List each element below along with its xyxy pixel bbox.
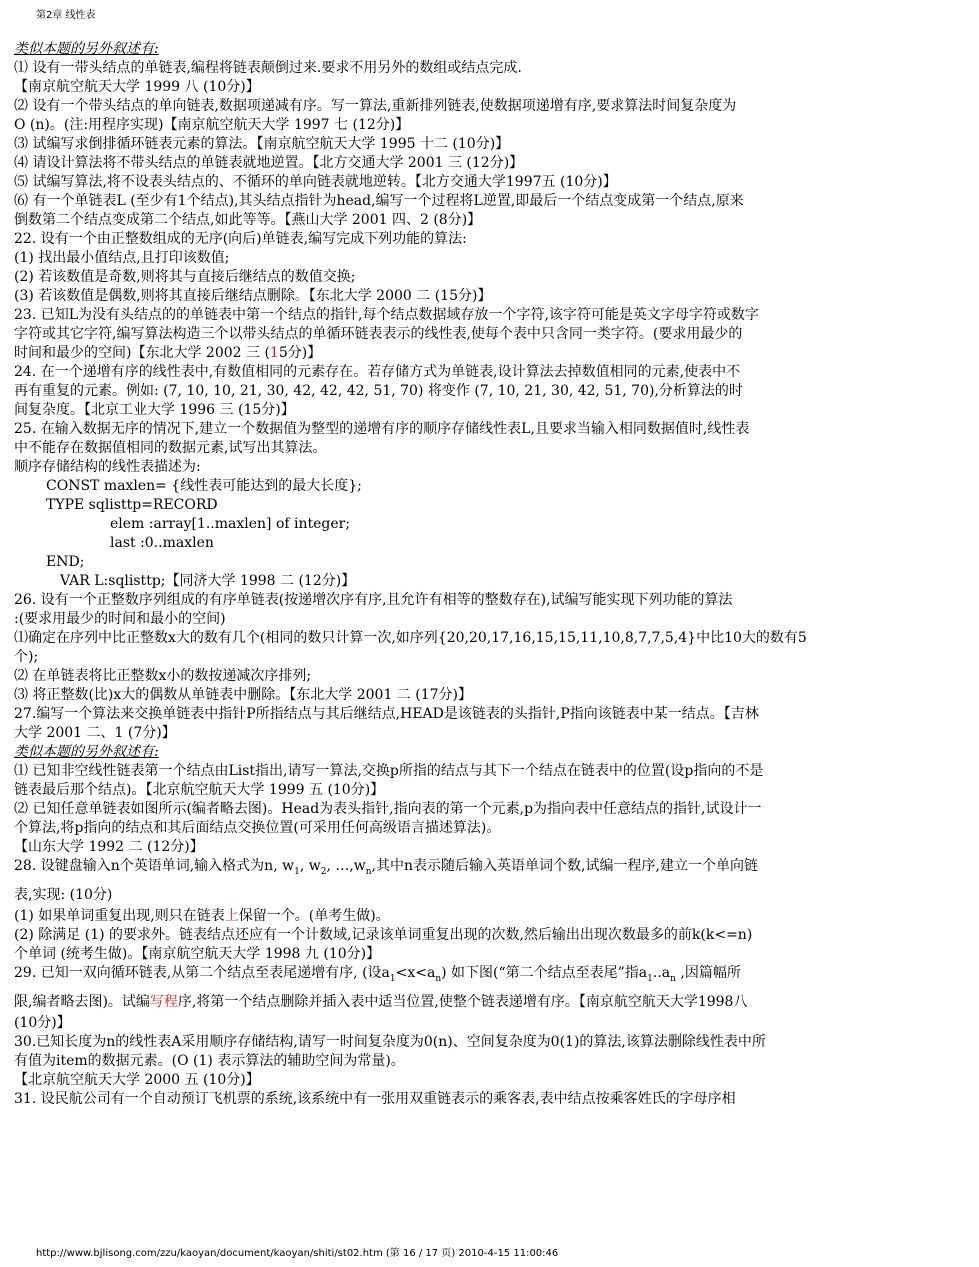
- question-23: 23. 已知L为没有头结点的的单链表中第一个结点的指针,每个结点数据域存放一个字符,该字符可能是英文字母字符或数字: [14, 307, 759, 323]
- text-line: ⑹ 有一个单链表L (至少有1个结点),其头结点指针为head,编写一个过程将L逆置,即最后一个结点变成第一个结点,原来: [14, 193, 744, 209]
- text-span: ) 如下图(“第二个结点至表尾”指a: [441, 965, 648, 981]
- page-footer-url: http://www.bjlisong.com/zzu/kaoyan/document/kaoyan/shiti/st02.htm (第 16 / 17 页) 2010-4-15 11:00:46: [36, 1248, 559, 1259]
- question-28: [14, 857, 966, 876]
- text-line: 有值为item的数据元素。(O (1) 表示算法的辅助空间为常量)。: [14, 1053, 405, 1069]
- text-line: 【南京航空航天大学 1999 八 (10分)】: [14, 79, 260, 95]
- red-text-span: 。: [294, 288, 309, 304]
- question-29: [14, 964, 966, 983]
- subscript: 1: [647, 973, 653, 983]
- text-span: 29. 已知一双向循环链表,从第二个结点至表尾递增有序, (设a: [14, 965, 390, 981]
- subscript: 1: [389, 973, 396, 983]
- text-line: ⑵ 已知任意单链表如图所示(编者略去图)。Head为表头指针,指向表的第一个元素,p为指向表中任意结点的指针,试设计一: [14, 801, 762, 817]
- text-span: 序,将第一个结点删除并插入表中适当位置,使整个链表递增有序。【南京航空航天大学1998八: [177, 994, 748, 1010]
- text-line: :(要求用最少的时间和最小的空间): [14, 611, 226, 627]
- subscript: n: [365, 866, 372, 876]
- text-line: (10分)】: [14, 1015, 71, 1031]
- document-body: [14, 40, 966, 1109]
- text-line: ⑴ 设有一带头结点的单链表,编程将链表颠倒过来.要求不用另外的数组或结点完成.: [14, 60, 522, 76]
- code-line: TYPE sqlisttp=RECORD: [46, 497, 218, 513]
- text-line: [14, 983, 966, 1014]
- text-span: 时间和最少的空间)【东北大学 2002 三 (: [14, 345, 270, 361]
- text-line: (2) 若该数值是奇数,则将其与直接后继结点的数值交换;: [14, 269, 356, 285]
- text-line: 间复杂度。【北京工业大学 1996 三 (15分)】: [14, 402, 295, 418]
- subscript: n: [670, 973, 676, 983]
- text-span: 28. 设键盘输入n个英语单词,输入格式为n, w: [14, 858, 295, 874]
- text-line: [14, 907, 966, 926]
- text-line: ⑴确定在序列中比正整数x大的数有几个(相同的数只计算一次,如序列{20,20,17,16,15,15,11,10,8,7,7,5,4}中比10大的数有5: [14, 630, 807, 646]
- text-line: [14, 344, 966, 363]
- text-line: [14, 287, 966, 306]
- text-line: ⑴ 已知非空线性链表第一个结点由List指出,请写一算法,交换p所指的结点与其下一个结点在链表中的位置(设p指向的不是: [14, 763, 764, 779]
- text-span: ,其中n表示随后输入英语单词个数,试编一程序,建立一个单向链: [371, 858, 758, 874]
- text-span: , w: [299, 858, 321, 874]
- text-line: (1) 找出最小值结点,且打印该数值;: [14, 250, 230, 266]
- question-26: 26. 设有一个正整数序列组成的有序单链表(按递增次序有序,且允许有相等的整数存在),试编写能实现下列功能的算法: [14, 592, 733, 608]
- red-text-span: 写程: [149, 994, 178, 1010]
- section-heading: 类似本题的另外叙述有:: [14, 744, 159, 760]
- text-line: 链表最后那个结点)。【北京航空航天大学 1999 五 (10分)】: [14, 782, 385, 798]
- question-24: 24. 在一个递增有序的线性表中,有数值相同的元素存在。若存储方式为单链表,设计算法去掉数值相同的元素,使表中不: [14, 364, 741, 380]
- code-line: VAR L:sqlisttp;【同济大学 1998 二 (12分)】: [60, 573, 356, 589]
- text-line: (2) 除满足 (1) 的要求外。链表结点还应有一个计数域,记录该单词重复出现的次数,然后输出出现次数最多的前k(k<=n): [14, 927, 753, 943]
- text-line: 【北京航空航天大学 2000 五 (10分)】: [14, 1072, 260, 1088]
- code-line: END;: [46, 554, 85, 570]
- text-line: 个算法,将p指向的结点和其后面结点交换位置(可采用任何高级语言描述算法)。: [14, 820, 501, 836]
- text-line: 【山东大学 1992 二 (12分)】: [14, 839, 204, 855]
- code-line: CONST maxlen= {线性表可能达到的最大长度};: [46, 478, 362, 494]
- text-line: ⑶ 将正整数(比)x大的偶数从单链表中删除。【东北大学 2001 二 (17分)】: [14, 687, 472, 703]
- question-22: 22. 设有一个由正整数组成的无序(向后)单链表,编写完成下列功能的算法:: [14, 231, 467, 247]
- text-span: 保留一个。(单考生做)。: [238, 908, 390, 924]
- text-span: <x<a: [395, 965, 436, 981]
- text-line: ⑷ 请设计算法将不带头结点的单链表就地逆置。【北方交通大学 2001 三 (12分)】: [14, 155, 524, 171]
- text-line: ⑶ 试编写求倒排循环链表元素的算法。【南京航空航天大学 1995 十二 (10分)】: [14, 136, 510, 152]
- red-text-span: 1: [269, 345, 279, 361]
- text-span: ,因篇幅所: [675, 965, 741, 981]
- text-line: 个单词 (统考生做)。【南京航空航天大学 1998 九 (10分)】: [14, 946, 381, 962]
- section-heading: 类似本题的另外叙述有:: [14, 41, 159, 57]
- text-span: (3) 若该数值是偶数,则将其直接后继结点删除: [14, 288, 295, 304]
- text-line: 大学 2001 二、1 (7分)】: [14, 725, 176, 741]
- text-line: 再有重复的元素。例如: (7, 10, 10, 21, 30, 42, 42, 42, 51, 70) 将变作 (7, 10, 21, 30, 42, 51, 70),分析算法的时: [14, 383, 743, 399]
- text-span: , …,w: [326, 858, 366, 874]
- text-line: O (n)。(注:用程序实现)【南京航空航天大学 1997 七 (12分)】: [14, 117, 410, 133]
- text-span: 【东北大学 2000 二 (15分)】: [308, 288, 492, 304]
- code-line: elem :array[1..maxlen] of integer;: [110, 516, 351, 532]
- subscript: n: [435, 973, 442, 983]
- text-line: 中不能存在数据值相同的数据元素,试写出其算法。: [14, 440, 327, 456]
- text-span: 限,编者略去图)。试编: [14, 994, 150, 1010]
- text-line: ⑵ 设有一个带头结点的单向链表,数据项递减有序。写一算法,重新排列链表,使数据项递增有序,要求算法时间复杂度为: [14, 98, 737, 114]
- text-line: 倒数第二个结点变成第二个结点,如此等等。【燕山大学 2001 四、2 (8分)】: [14, 212, 482, 228]
- red-text-span: 上: [224, 908, 239, 924]
- text-span: ..a: [652, 965, 671, 981]
- text-line: 顺序存储结构的线性表描述为:: [14, 459, 201, 475]
- question-25: 25. 在输入数据无序的情况下,建立一个数据值为整型的递增有序的顺序存储线性表L,且要求当输入相同数据值时,线性表: [14, 421, 750, 437]
- text-line: 表,实现: (10分): [14, 887, 113, 903]
- question-31: 31. 设民航公司有一个自动预订飞机票的系统,该系统中有一张用双重链表示的乘客表,表中结点按乘客姓氏的字母序相: [14, 1091, 736, 1107]
- subscript: 2: [320, 866, 327, 876]
- text-line: ⑵ 在单链表将比正整数x小的数按递减次序排列;: [14, 668, 312, 684]
- text-span: (1) 如果单词重复出现,则只在链表: [14, 908, 225, 924]
- text-span: 5分)】: [278, 345, 322, 361]
- subscript: 1: [294, 866, 300, 876]
- text-line: 字符或其它字符,编写算法构造三个以带头结点的单循环链表表示的线性表,使每个表中只含同一类字符。(要求用最少的: [14, 326, 743, 342]
- code-line: last :0..maxlen: [110, 535, 214, 551]
- question-27: 27.编写一个算法来交换单链表中指针P所指结点与其后继结点,HEAD是该链表的头指针,P指向该链表中某一结点。【吉林: [14, 706, 759, 722]
- text-line: 个);: [14, 649, 39, 665]
- question-30: 30.已知长度为n的线性表A采用顺序存储结构,请写一时间复杂度为0(n)、空间复杂度为0(1)的算法,该算法删除线性表中所: [14, 1034, 766, 1050]
- text-line: ⑸ 试编写算法,将不设表头结点的、不循环的单向链表就地逆转。【北方交通大学1997五 (10分)】: [14, 174, 617, 190]
- page-header: 第2章 线性表: [36, 10, 96, 21]
